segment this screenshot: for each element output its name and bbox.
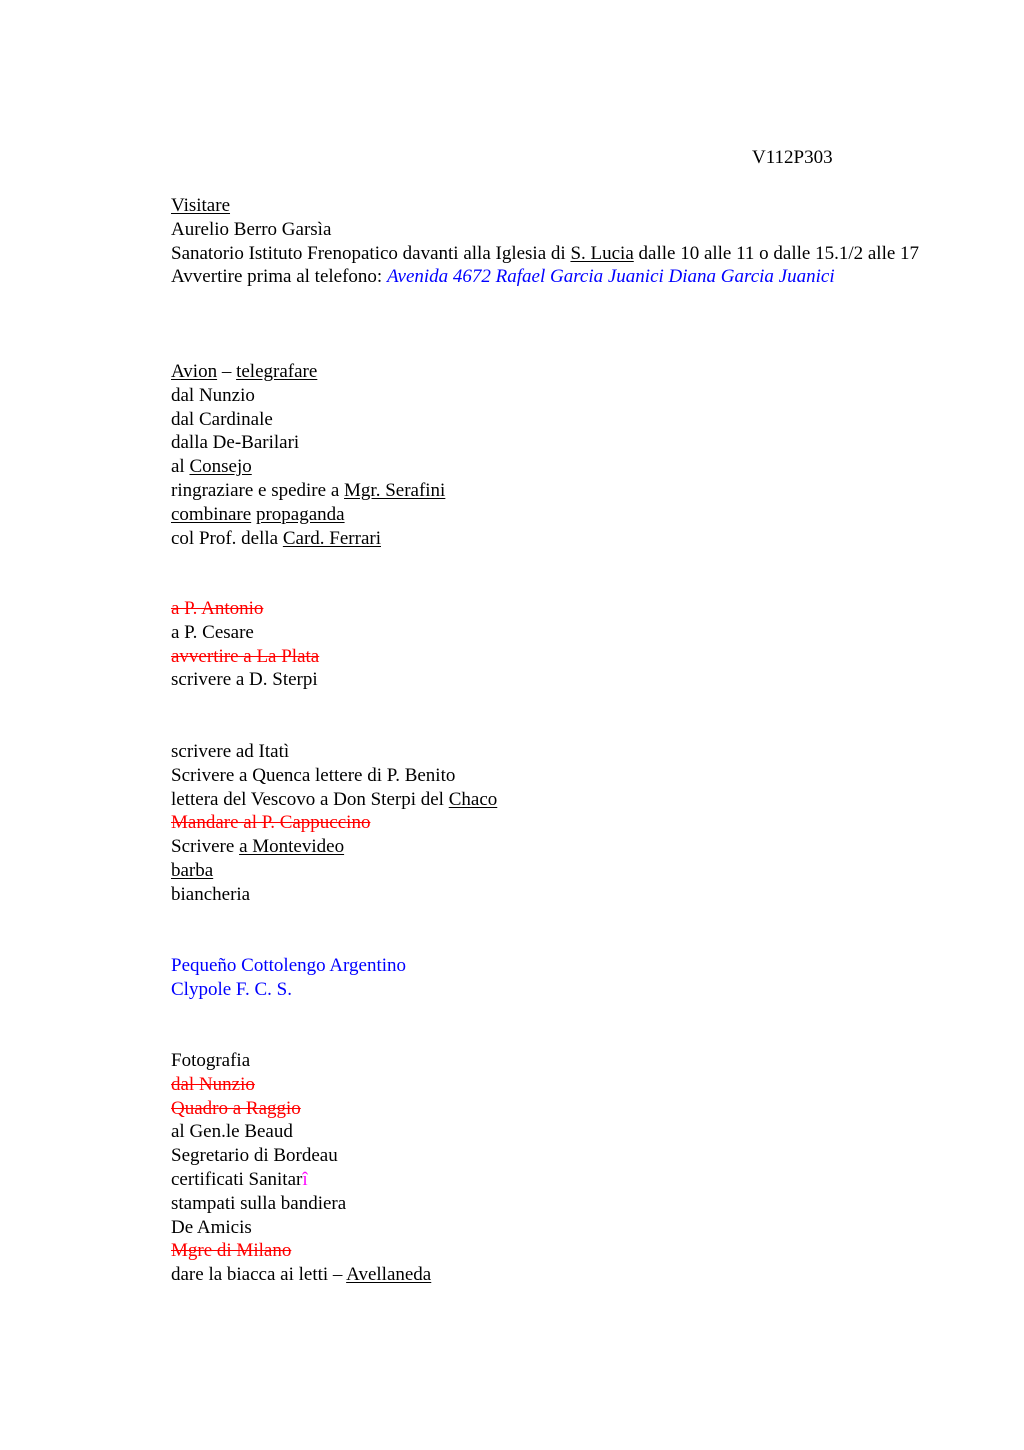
barba-line (171, 859, 951, 883)
page-reference: V112P303 (752, 147, 833, 168)
certificati-line (171, 1168, 951, 1192)
ringraziare-text: ringraziare e spedire a (171, 479, 345, 501)
avvertire-text: Avvertire prima al telefono: (171, 266, 387, 288)
avvertire-line (171, 265, 951, 289)
padri-laplata: avvertire a La Plata (171, 645, 320, 667)
biacca-line (171, 1263, 951, 1287)
padri-cesare: a P. Cesare (171, 621, 254, 643)
telegrafare-label: telegrafare (236, 361, 318, 382)
avion-nunzio: dal Nunzio (171, 384, 255, 406)
foto-nunzio: dal Nunzio (171, 1073, 255, 1095)
consejo-prefix: al (171, 456, 190, 478)
propaganda-label: propaganda (255, 503, 345, 525)
foto-bordeau: Segretario di Bordeau (171, 1145, 338, 1167)
vescovo-text: lettera del Vescovo a Don Sterpi del (171, 788, 449, 810)
combinare-line (171, 503, 951, 527)
prof-line (171, 527, 951, 551)
visitare-heading-line (171, 194, 951, 218)
biacca-text: dare la biacca ai letti – (171, 1264, 347, 1286)
ringraziare-line (171, 479, 951, 503)
vescovo-line (171, 788, 951, 812)
consejo-label: Consejo (189, 456, 252, 478)
padri-laplata-line (171, 645, 951, 669)
serafini-label: Mgr. Serafini (344, 479, 446, 501)
barba-label: barba (171, 859, 214, 881)
scrivere-quenca: Scrivere a Quenca lettere di P. Benito (171, 764, 456, 786)
foto-quadro-line (171, 1097, 951, 1121)
section-cottolengo (171, 954, 951, 1002)
foto-milano: Mgre di Milano (171, 1240, 292, 1262)
visitare-heading: Visitare (171, 195, 231, 216)
avion-label: Avion (171, 361, 218, 382)
visitare-name: Aurelio Berro Garsìa (171, 218, 332, 240)
avion-barilari: dalla De-Barilari (171, 432, 300, 454)
cappuccino-text: Mandare al P. Cappuccino (171, 812, 371, 834)
scrivere-itati: scrivere ad Itatì (171, 741, 290, 762)
chaco-label: Chaco (448, 788, 498, 810)
section-visitare (171, 194, 951, 289)
consejo-line (171, 455, 951, 479)
certificati-mark: î (302, 1168, 308, 1190)
biancheria-text: biancheria (171, 883, 251, 905)
avvertire-address: Avenida 4672 Rafael Garcia Juanici Diana Garcia Juanici (386, 266, 835, 288)
avion-line (171, 360, 951, 384)
foto-milano-line (171, 1239, 951, 1263)
section-scrivere (171, 740, 951, 907)
combinare-label: combinare (171, 503, 252, 525)
avion-cardinale: dal Cardinale (171, 408, 273, 430)
sanatorio-line (171, 242, 951, 266)
padri-antonio-line (171, 597, 951, 621)
section-fotografia (171, 1049, 951, 1287)
cottolengo-name: Pequeño Cottolengo Argentino (171, 955, 407, 976)
sanatorio-hours: dalle 10 alle 11 o dalle 15.1/2 alle 17 (633, 242, 920, 264)
foto-amicis: De Amicis (171, 1216, 252, 1238)
section-avion (171, 360, 951, 550)
cappuccino-line (171, 811, 951, 835)
sanatorio-text: Sanatorio Istituto Frenopatico davanti alla Iglesia di (171, 242, 571, 264)
avion-dash: – (217, 361, 237, 382)
prof-text: col Prof. della (171, 527, 283, 549)
foto-quadro: Quadro a Raggio (171, 1097, 301, 1119)
foto-nunzio-line (171, 1073, 951, 1097)
section-padri (171, 597, 951, 692)
fotografia-heading: Fotografia (171, 1050, 251, 1071)
foto-beaud: al Gen.le Beaud (171, 1121, 293, 1143)
foto-stampati: stampati sulla bandiera (171, 1192, 347, 1214)
padri-sterpi: scrivere a D. Sterpi (171, 669, 318, 691)
ferrari-label: Card. Ferrari (282, 527, 381, 549)
santa-lucia-link: S. Lucia (570, 242, 634, 264)
montevideo-line (171, 835, 951, 859)
certificati-text: certificati Sanitar (171, 1168, 303, 1190)
padri-antonio: a P. Antonio (171, 598, 264, 619)
avellaneda-label: Avellaneda (346, 1264, 432, 1286)
montevideo-label: a Montevideo (239, 836, 345, 858)
cottolengo-address: Clypole F. C. S. (171, 978, 292, 1000)
montevideo-prefix: Scrivere (171, 836, 240, 858)
